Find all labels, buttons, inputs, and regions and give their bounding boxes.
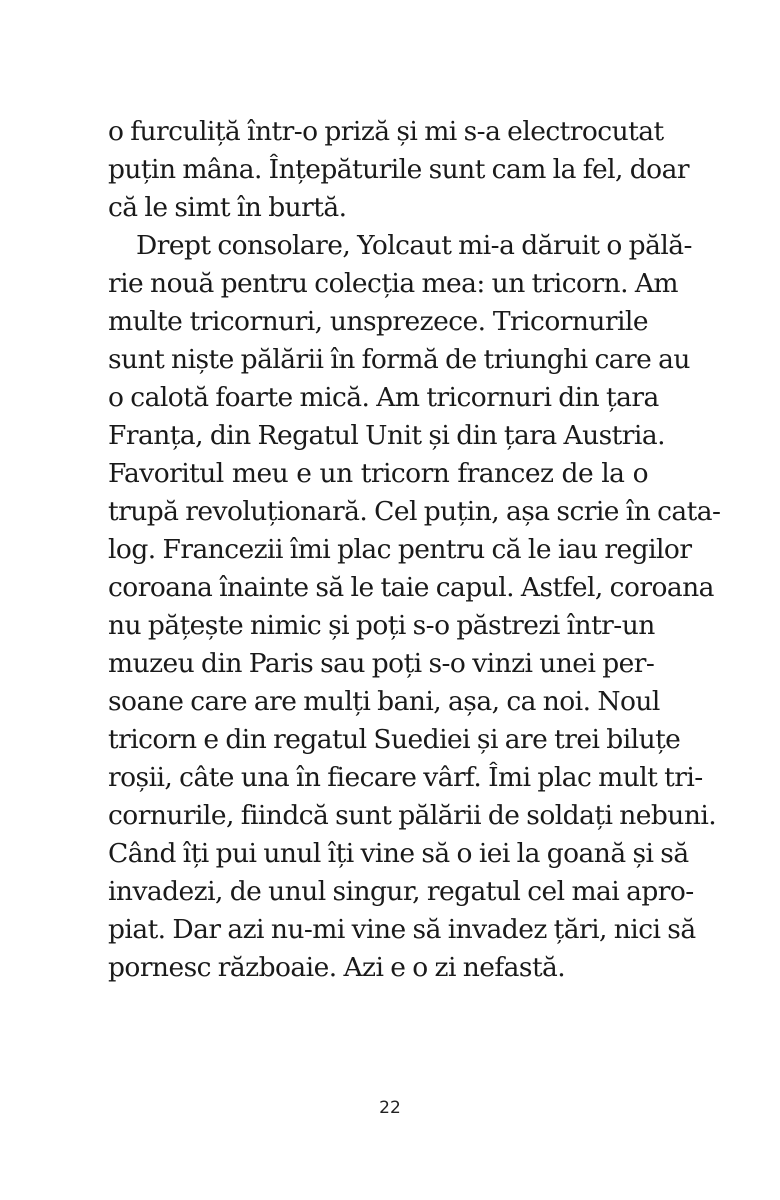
text-line: pornesc războaie. Azi e o zi nefastă.	[108, 952, 566, 983]
text-line: nu pățește nimic și poți s-o păstrezi într-un	[108, 610, 655, 641]
text-line: roșii, câte una în fiecare vârf. Îmi plac mult tri-	[108, 762, 703, 793]
text-line: tricorn e din regatul Suediei și are trei biluțe	[108, 724, 681, 755]
text-line: sunt niște pălării în formă de triunghi care au	[108, 344, 690, 375]
text-line: soane care are mulți bani, așa, ca noi. Noul	[108, 686, 660, 717]
text-line: log. Francezii îmi plac pentru că le iau regilor	[108, 534, 692, 565]
page-number: 22	[379, 1098, 401, 1118]
text-line: muzeu din Paris sau poți s-o vinzi unei per-	[108, 648, 655, 679]
text-line: că le simt în burtă.	[108, 192, 347, 223]
paragraph-2	[108, 227, 721, 987]
text-line: Favoritul meu e un tricorn francez de la o	[108, 458, 648, 489]
text-line: trupă revoluționară. Cel puțin, așa scrie în cata-	[108, 496, 721, 527]
text-line: rie nouă pentru colecția mea: un tricorn. Am	[108, 268, 678, 299]
text-line: o calotă foarte mică. Am tricornuri din țara	[108, 382, 659, 413]
text-line: piat. Dar azi nu-mi vine să invadez țări, nici să	[108, 914, 696, 945]
text-line: o furculiță într-o priză și mi s-a electrocutat	[108, 116, 664, 147]
text-line: cornurile, fiindcă sunt pălării de soldați nebuni.	[108, 800, 717, 831]
body-text	[108, 113, 721, 987]
text-line: invadezi, de unul singur, regatul cel mai apro-	[108, 876, 694, 907]
text-line: Când îți pui unul îți vine să o iei la goană și să	[108, 838, 689, 869]
text-line: puțin mâna. Înțepăturile sunt cam la fel, doar	[108, 154, 689, 185]
text-line: multe tricornuri, unsprezece. Tricornurile	[108, 306, 648, 337]
paragraph-1	[108, 113, 689, 227]
text-line: coroana înainte să le taie capul. Astfel, coroana	[108, 572, 714, 603]
text-line: Franța, din Regatul Unit și din țara Austria.	[108, 420, 665, 451]
text-line: Drept consolare, Yolcaut mi-a dăruit o pălă-	[136, 230, 692, 261]
